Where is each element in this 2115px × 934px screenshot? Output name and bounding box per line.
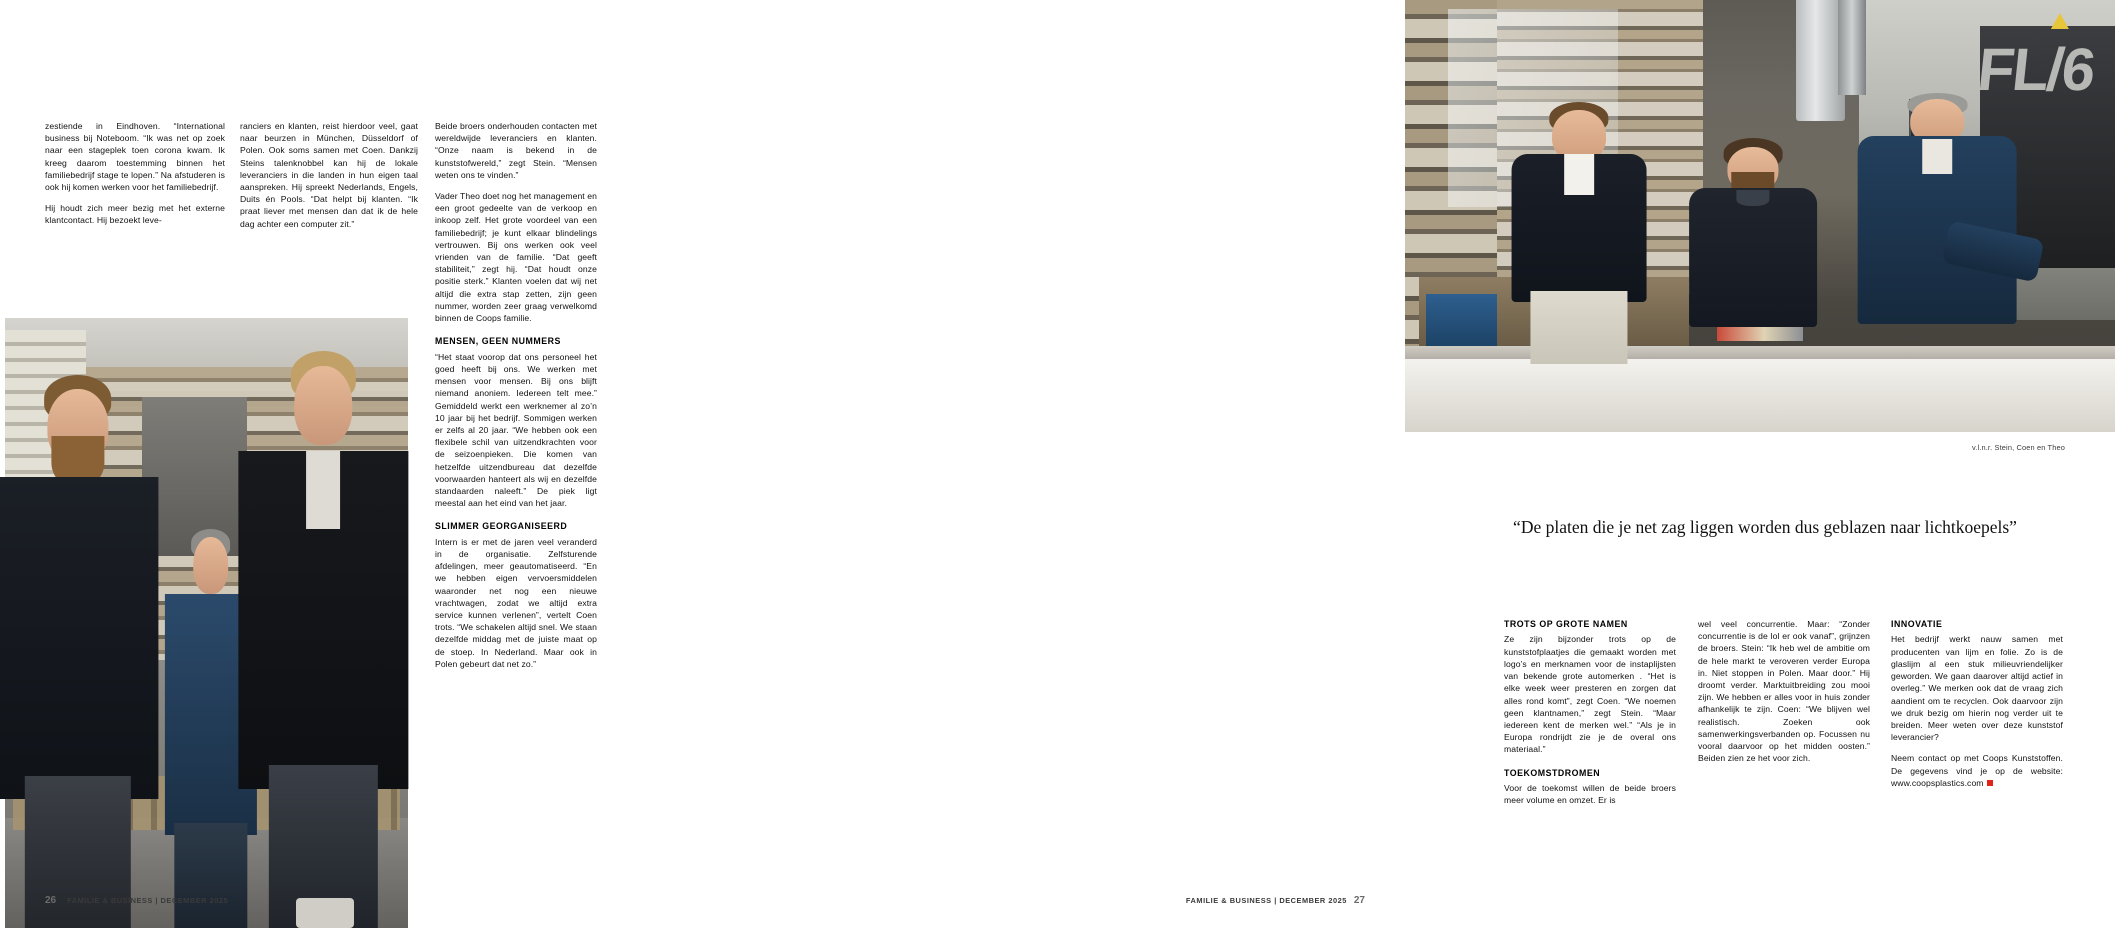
paragraph: ranciers en klanten, reist hierdoor veel, gaat naar beurzen in München, Düsseldorf of Polen. Ook soms samen met Coen. Dankzij Steins talenknobbel kan hij de lokale leveranciers in die landen in hun eigen taal aanspreken. Hij spreekt Nederlands, Engels, Duits én Pools. “Dat helpt bij klanten. “Ik praat liever met mensen dan dat ik de hele dag achter een computer zit.” (240, 121, 418, 229)
paragraph: Beide broers onderhouden contacten met wereldwijde leveranciers en klanten. “Onze naam is bekend in de kunststofwereld,” zegt Stein. “Mensen weten ons te vinden.” (435, 121, 597, 180)
section-heading-toekomstdromen: TOEKOMSTDROMEN (1504, 767, 1601, 778)
left-page-footer (45, 895, 228, 906)
page-number: 26 (45, 895, 57, 906)
photo-white-sheet (1405, 359, 2115, 432)
photo-factory-three-men (1405, 0, 2115, 432)
section-heading-mensen-geen-nummers: MENSEN, GEEN NUMMERS (435, 336, 561, 347)
paragraph: Voor de toekomst willen de beide broers meer volume en omzet. Er is (1504, 783, 1676, 806)
left-column-3 (435, 120, 597, 679)
photo-person-shirt (306, 451, 340, 530)
section-heading-slimmer-georganiseerd: SLIMMER GEORGANISEERD (435, 521, 568, 532)
left-column-2 (240, 120, 418, 239)
left-column-1 (45, 120, 225, 236)
photo-machine-label: FL/6 (1974, 35, 2098, 103)
paragraph-text: Neem contact op met Coops Kunststoffen. De gegevens vind je op de website: www.coopsplastics.com (1891, 753, 2063, 788)
photo-person-stein (1512, 99, 1647, 358)
photo-person-coen (1689, 134, 1817, 359)
pull-quote: “De platen die je net zag liggen worden dus geblazen naar lichtkoepels” (1513, 517, 2017, 537)
paragraph: Hij houdt zich meer bezig met het externe klantcontact. Hij bezoekt leve- (45, 203, 225, 226)
paragraph: Het bedrijf werkt nauw samen met producenten van lijm en folie. Zo is de glaslijm al een stuk milieuvriendelijker geworden. We gaan daarover altijd actief in overleg.” We merken ook dat de vraag zich aandient om te recyclen. Ook daarvoor zijn we druk bezig om hierin nog verder uit te breiden. Meer weten over deze kunststof leverancier? (1891, 634, 2063, 743)
end-mark-icon (1987, 780, 1993, 786)
paragraph: zestiende in Eindhoven. “International business bij Noteboom. “Ik was net op zoek naar een stageplek toen corona kwam. Ik kreeg daarom toestemming binnen het familiebedrijf stage te lopen.” Na afstuderen is ook hij komen werken voor het familiebedrijf. (45, 121, 225, 193)
photo-person-head (193, 537, 229, 593)
photo-person-trousers (1530, 291, 1627, 364)
photo-person-shirt (1923, 139, 1953, 174)
right-page-footer (1186, 895, 1365, 906)
photo-person-coen (0, 342, 158, 928)
page-number: 27 (1353, 895, 1365, 906)
photo-warehouse-three-men (5, 318, 408, 928)
photo-person-collar (1736, 190, 1769, 206)
footer-text: FAMILIE & BUSINESS | DECEMBER 2025 (67, 896, 229, 905)
right-column-1 (1504, 618, 1676, 815)
left-page (0, 0, 705, 934)
paragraph: “Het staat voorop dat ons personeel het goed heeft bij ons. We werken met mensen voor mensen. Bij ons blijft niemand anoniem. Iedereen telt mee.” Gemiddeld werkt een werknemer al zo’n 10 jaar bij het bedrijf. Sommigen werken er zelfs al 20 jaar. “We hebben ook een flexibele schil van uitzendkrachten voor de seizoenpieken. Die komen van hetzelfde uitzendbureau dat dezelfde voorwaarden hanteert als wij en dezelfde standaarden naleeft.” De piek ligt meestal aan het eind van het jaar. (435, 351, 597, 509)
photo-person-legs (174, 823, 247, 928)
footer-text: FAMILIE & BUSINESS | DECEMBER 2025 (1185, 896, 1347, 905)
right-page (705, 0, 2098, 934)
right-column-2 (1698, 618, 1870, 773)
photo-person-head (295, 366, 353, 445)
section-heading-innovatie: INNOVATIE (1891, 619, 1943, 629)
paragraph: Ze zijn bijzonder trots op de kunststofplaatjes die gemaakt worden met logo’s en merknamen voor de instaplijsten van bekende grote automerken . “Het is elke week weer presteren en zorgen dat alles rond komt”, zegt Coen. “We noemen geen klantnamen,” zegt Stein. “Maar iedereen kent de merken wel.” “Als je in Europa rondrijdt zie je de overal ons materiaal.” (1504, 634, 1676, 755)
paragraph: Vader Theo doet nog het management en een groot gedeelte van de verkoop en inkoop zelf. Het grote voordeel van een familiebedrijf; je kunt elkaar blindelings vertrouwen. Bij ons werken ook veel vrienden van de familie. “Dat geeft stabiliteit,” zegt hij. “Dat houdt onze positie sterk.” Klanten voelen dat wij net altijd die extra stap zetten, zijn geen nummer, worden zeer graag verwelkomd binnen de Coops familie. (435, 191, 597, 324)
photo-person-shoe (296, 898, 354, 928)
photo-person-theo (1845, 91, 2030, 359)
right-column-3 (1891, 618, 2063, 798)
photo-duct-secondary (1838, 0, 1866, 95)
photo-caption: v.l.n.r. Stein, Coen en Theo (1971, 443, 2065, 452)
photo-blue-crate (1426, 294, 1497, 346)
photo-person-shirt (1564, 154, 1594, 195)
photo-person-torso (0, 477, 158, 799)
photo-person-stein (239, 324, 408, 928)
section-heading-trots-op-grote-namen: TROTS OP GROTE NAMEN (1504, 619, 1628, 629)
photo-person-torso (1689, 188, 1817, 327)
paragraph-closing (1891, 752, 2063, 789)
paragraph: Intern is er met de jaren veel veranderd in de organisatie. Zelfsturende afdelingen, meer geautomatiseerd. “En we hebben eigen vervoersmiddelen waaronder net nog een nieuwe vrachtwagen, zodat we altijd extra service kunnen verlenen”, vertelt Coen trots. “We schakelen altijd snel. We staan dezelfde middag met de juiste maat op de stoep. In Nederland. Maar ook in Polen gebeurt dat net zo.” (435, 536, 597, 669)
paragraph: wel veel concurrentie. Maar: “Zonder concurrentie is de lol er ook vanaf”, grijnzen de broers. Stein: “Ik heb wel de ambitie om de hele markt te veroveren verder Europa in. Niet stoppen in Polen. Maar door.” Hij droomt verder. Marktuitbreiding zou mooi zijn. We hebben er alles voor in huis zonder afhankelijk te zijn. Coen: “We blijven wel realistisch. Zoeken ook samenwerkingsverbanden op. Focussen nu vooral daarvoor op het midden oosten.” Beiden zien ze het voor zich. (1698, 619, 1870, 764)
